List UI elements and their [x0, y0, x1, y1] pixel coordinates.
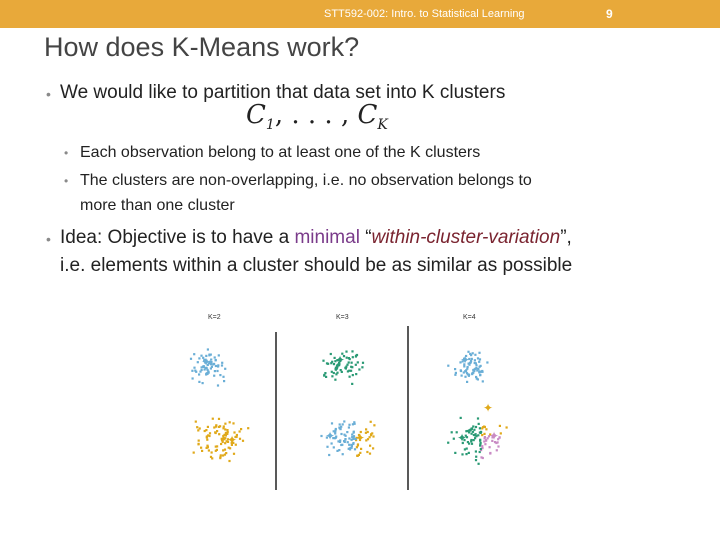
scatter-points — [190, 348, 508, 465]
scatter-point — [228, 460, 230, 462]
scatter-point — [351, 362, 353, 364]
scatter-point — [471, 428, 473, 430]
scatter-point — [454, 374, 456, 376]
scatter-point — [342, 453, 344, 455]
scatter-point — [460, 417, 462, 419]
scatter-point — [346, 357, 348, 359]
scatter-point — [219, 425, 221, 427]
scatter-point — [239, 430, 241, 432]
scatter-point — [218, 433, 220, 435]
header-bar — [0, 0, 720, 28]
scatter-point — [478, 361, 480, 363]
scatter-point — [484, 443, 486, 445]
panel-label-k2: K=2 — [208, 314, 221, 321]
scatter-point — [479, 445, 481, 447]
scatter-point — [465, 453, 467, 455]
scatter-point — [471, 443, 473, 445]
scatter-point — [369, 436, 371, 438]
scatter-point — [351, 383, 353, 385]
scatter-point — [468, 375, 470, 377]
scatter-point — [468, 443, 470, 445]
scatter-point — [214, 431, 216, 433]
scatter-point — [219, 374, 221, 376]
scatter-point — [352, 374, 354, 376]
scatter-point — [370, 421, 372, 423]
scatter-point — [330, 353, 332, 355]
scatter-point — [479, 358, 481, 360]
scatter-point — [481, 370, 483, 372]
scatter-point — [348, 361, 350, 363]
scatter-point — [206, 439, 208, 441]
scatter-point — [351, 366, 353, 368]
scatter-point — [206, 445, 208, 447]
scatter-point — [225, 452, 227, 454]
scatter-point — [242, 440, 244, 442]
scatter-point — [216, 430, 218, 432]
scatter-point — [454, 452, 456, 454]
scatter-point — [195, 421, 197, 423]
scatter-point — [200, 447, 202, 449]
scatter-point — [247, 427, 249, 429]
scatter-point — [474, 434, 476, 436]
scatter-point — [211, 457, 213, 459]
scatter-point — [466, 381, 468, 383]
scatter-point — [485, 428, 487, 430]
scatter-point — [473, 429, 475, 431]
scatter-point — [496, 449, 498, 451]
scatter-point — [190, 358, 192, 360]
scatter-point — [370, 434, 372, 436]
scatter-point — [357, 361, 359, 363]
scatter-point — [222, 449, 224, 451]
scatter-point — [222, 427, 224, 429]
scatter-point — [470, 354, 472, 356]
scatter-point — [489, 452, 491, 454]
course-title: STT592-002: Intro. to Statistical Learning — [324, 8, 525, 20]
scatter-point — [216, 370, 218, 372]
scatter-point — [211, 451, 213, 453]
bullet-marker: • — [46, 86, 51, 102]
scatter-point — [221, 362, 223, 364]
scatter-point — [447, 365, 449, 367]
scatter-point — [347, 370, 349, 372]
scatter-point — [351, 434, 353, 436]
scatter-point — [497, 445, 499, 447]
bullet-idea-cont: i.e. elements within a cluster should be as similar as possible — [60, 255, 573, 276]
scatter-point — [463, 371, 465, 373]
scatter-point — [193, 353, 195, 355]
scatter-point — [373, 424, 375, 426]
scatter-point — [202, 382, 204, 384]
scatter-point — [215, 359, 217, 361]
scatter-point — [359, 452, 361, 454]
scatter-point — [197, 429, 199, 431]
scatter-point — [464, 376, 466, 378]
subbullet-nonoverlap: The clusters are non-overlapping, i.e. no observation belongs to — [80, 172, 532, 189]
scatter-point — [217, 384, 219, 386]
scatter-point — [212, 418, 214, 420]
scatter-point — [500, 432, 502, 434]
scatter-point — [207, 369, 209, 371]
scatter-point — [343, 420, 345, 422]
scatter-point — [342, 423, 344, 425]
scatter-point — [356, 354, 358, 356]
scatter-point — [207, 434, 209, 436]
scatter-point — [223, 380, 225, 382]
scatter-point — [365, 439, 367, 441]
scatter-point — [478, 352, 480, 354]
scatter-point — [477, 378, 479, 380]
scatter-point — [224, 442, 226, 444]
scatter-point — [219, 457, 221, 459]
scatter-point — [217, 365, 219, 367]
scatter-point — [347, 441, 349, 443]
scatter-point — [471, 358, 473, 360]
scatter-point — [323, 375, 325, 377]
scatter-point — [191, 370, 193, 372]
scatter-point — [478, 423, 480, 425]
scatter-point — [331, 371, 333, 373]
scatter-point — [473, 439, 475, 441]
scatter-point — [348, 444, 350, 446]
scatter-point — [489, 446, 491, 448]
scatter-point — [226, 429, 228, 431]
scatter-point — [353, 421, 355, 423]
centroid-marker: ✦ — [324, 429, 336, 443]
scatter-point — [474, 359, 476, 361]
scatter-point — [365, 432, 367, 434]
scatter-point — [475, 364, 477, 366]
scatter-point — [213, 426, 215, 428]
scatter-point — [372, 435, 374, 437]
scatter-point — [478, 463, 480, 465]
scatter-point — [222, 454, 224, 456]
centroid-marker: ✦ — [456, 431, 468, 445]
scatter-point — [468, 452, 470, 454]
scatter-point — [215, 446, 217, 448]
scatter-point — [224, 368, 226, 370]
scatter-point — [350, 370, 352, 372]
scatter-point — [358, 368, 360, 370]
scatter-point — [208, 449, 210, 451]
scatter-point — [348, 426, 350, 428]
scatter-point — [361, 366, 363, 368]
centroid-marker: ✦ — [482, 401, 494, 415]
scatter-point — [354, 448, 356, 450]
bullet-partition: We would like to partition that data set into K clusters — [60, 82, 506, 103]
scatter-point — [474, 437, 476, 439]
scatter-point — [195, 371, 197, 373]
panel-label-k4: K=4 — [463, 314, 476, 321]
cluster-formula: $C_1$, . . . , $C_K$ — [246, 100, 388, 134]
within-cluster-variation: within-cluster-variation — [371, 227, 561, 248]
minimal-highlight: minimal — [294, 227, 360, 248]
scatter-point — [197, 443, 199, 445]
scatter-point — [348, 357, 350, 359]
scatter-point — [206, 436, 208, 438]
scatter-point — [481, 427, 483, 429]
scatter-point — [239, 438, 241, 440]
scatter-point — [483, 440, 485, 442]
scatter-point — [351, 439, 353, 441]
scatter-point — [193, 452, 195, 454]
scatter-point — [356, 455, 358, 457]
scatter-point — [352, 356, 354, 358]
scatter-point — [461, 375, 463, 377]
scatter-point — [362, 362, 364, 364]
scatter-point — [477, 368, 479, 370]
scatter-point — [372, 447, 374, 449]
scatter-point — [349, 376, 351, 378]
scatter-point — [484, 437, 486, 439]
scatter-point — [475, 450, 477, 452]
scatter-point — [201, 450, 203, 452]
scatter-point — [466, 368, 468, 370]
scatter-point — [346, 364, 348, 366]
scatter-point — [475, 362, 477, 364]
scatter-point — [482, 380, 484, 382]
scatter-point — [481, 445, 483, 447]
scatter-point — [447, 442, 449, 444]
scatter-point — [209, 432, 211, 434]
scatter-point — [213, 363, 215, 365]
scatter-point — [333, 446, 335, 448]
centroid-marker: ✦ — [488, 429, 500, 443]
scatter-point — [197, 361, 199, 363]
slide-title: How does K-Means work? — [44, 32, 360, 62]
page-number: 9 — [606, 7, 613, 21]
scatter-point — [216, 449, 218, 451]
scatter-point — [204, 430, 206, 432]
scatter-point — [355, 373, 357, 375]
subbullet-marker: • — [64, 146, 69, 160]
scatter-point — [240, 428, 242, 430]
scatter-point — [369, 445, 371, 447]
scatter-point — [451, 431, 453, 433]
scatter-point — [327, 363, 329, 365]
scatter-point — [351, 350, 353, 352]
scatter-point — [455, 372, 457, 374]
scatter-point — [350, 444, 352, 446]
subbullet-coverage: Each observation belong to at least one of the K clusters — [80, 144, 481, 161]
scatter-point — [460, 369, 462, 371]
scatter-point — [340, 428, 342, 430]
scatter-point — [478, 371, 480, 373]
scatter-point — [192, 377, 194, 379]
bullet-idea: Idea: Objective is to have a minimal “within-cluster-variation”, — [60, 227, 572, 248]
scatter-point — [218, 354, 220, 356]
scatter-point — [486, 361, 488, 363]
scatter-point — [369, 453, 371, 455]
scatter-point — [343, 434, 345, 436]
scatter-point — [479, 427, 481, 429]
centroid-marker: ✦ — [200, 355, 212, 369]
scatter-point — [366, 451, 368, 453]
scatter-point — [475, 426, 477, 428]
scatter-point — [454, 368, 456, 370]
scatter-point — [220, 443, 222, 445]
scatter-point — [198, 440, 200, 442]
scatter-point — [499, 425, 501, 427]
scatter-point — [453, 438, 455, 440]
scatter-point — [336, 450, 338, 452]
scatter-point — [461, 453, 463, 455]
scatter-point — [479, 374, 481, 376]
scatter-point — [207, 426, 209, 428]
scatter-point — [232, 422, 234, 424]
centroid-marker: ✦ — [226, 433, 238, 447]
subbullet-nonoverlap-cont: more than one cluster — [80, 197, 235, 214]
scatter-point — [339, 441, 341, 443]
scatter-point — [472, 431, 474, 433]
scatter-point — [215, 365, 217, 367]
scatter-point — [214, 370, 216, 372]
scatter-point — [475, 367, 477, 369]
centroid-marker: ✦ — [334, 353, 346, 367]
scatter-point — [214, 356, 216, 358]
scatter-point — [222, 376, 224, 378]
scatter-point — [345, 366, 347, 368]
scatter-point — [330, 362, 332, 364]
scatter-point — [199, 427, 201, 429]
scatter-point — [335, 368, 337, 370]
scatter-point — [472, 425, 474, 427]
scatter-point — [345, 367, 347, 369]
bullet-marker: • — [46, 231, 51, 247]
scatter-point — [480, 448, 482, 450]
scatter-point — [471, 433, 473, 435]
scatter-point — [475, 376, 477, 378]
scatter-point — [348, 424, 350, 426]
centroid-marker: ✦ — [459, 353, 471, 367]
subbullet-marker: • — [64, 174, 69, 188]
scatter-point — [326, 446, 328, 448]
scatter-point — [468, 431, 470, 433]
centroid-marker: ✦ — [354, 431, 366, 445]
scatter-point — [479, 451, 481, 453]
scatter-point — [477, 417, 479, 419]
scatter-point — [506, 426, 508, 428]
scatter-point — [340, 433, 342, 435]
scatter-point — [484, 426, 486, 428]
scatter-point — [331, 375, 333, 377]
scatter-point — [233, 453, 235, 455]
scatter-point — [325, 376, 327, 378]
scatter-point — [198, 373, 200, 375]
scatter-point — [193, 367, 195, 369]
scatter-point — [365, 428, 367, 430]
scatter-point — [481, 434, 483, 436]
panel-label-k3: K=3 — [336, 314, 349, 321]
scatter-point — [475, 459, 477, 461]
scatter-point — [355, 364, 357, 366]
scatter-point — [222, 441, 224, 443]
scatter-point — [479, 440, 481, 442]
scatter-point — [470, 440, 472, 442]
scatter-point — [336, 372, 338, 374]
scatter-point — [344, 441, 346, 443]
scatter-point — [345, 351, 347, 353]
scatter-point — [360, 448, 362, 450]
scatter-point — [320, 435, 322, 437]
scatter-point — [229, 421, 231, 423]
scatter-point — [207, 348, 209, 350]
scatter-point — [339, 423, 341, 425]
scatter-point — [346, 431, 348, 433]
scatter-point — [221, 364, 223, 366]
scatter-point — [333, 372, 335, 374]
scatter-point — [464, 448, 466, 450]
scatter-point — [349, 448, 351, 450]
kmeans-figure — [160, 300, 530, 496]
scatter-point — [218, 418, 220, 420]
scatter-point — [341, 444, 343, 446]
scatter-point — [335, 436, 337, 438]
scatter-point — [475, 456, 477, 458]
scatter-point — [213, 375, 215, 377]
scatter-point — [348, 437, 350, 439]
scatter-point — [201, 369, 203, 371]
scatter-point — [473, 370, 475, 372]
scatter-point — [198, 381, 200, 383]
scatter-point — [340, 369, 342, 371]
scatter-point — [334, 379, 336, 381]
scatter-point — [480, 456, 482, 458]
scatter-point — [322, 360, 324, 362]
scatter-point — [483, 433, 485, 435]
scatter-point — [328, 454, 330, 456]
scatter-point — [224, 423, 226, 425]
scatter-point — [480, 365, 482, 367]
scatter-point — [331, 422, 333, 424]
scatter-point — [477, 357, 479, 359]
scatter-point — [480, 431, 482, 433]
scatter-point — [196, 426, 198, 428]
scatter-point — [344, 439, 346, 441]
scatter-point — [474, 354, 476, 356]
